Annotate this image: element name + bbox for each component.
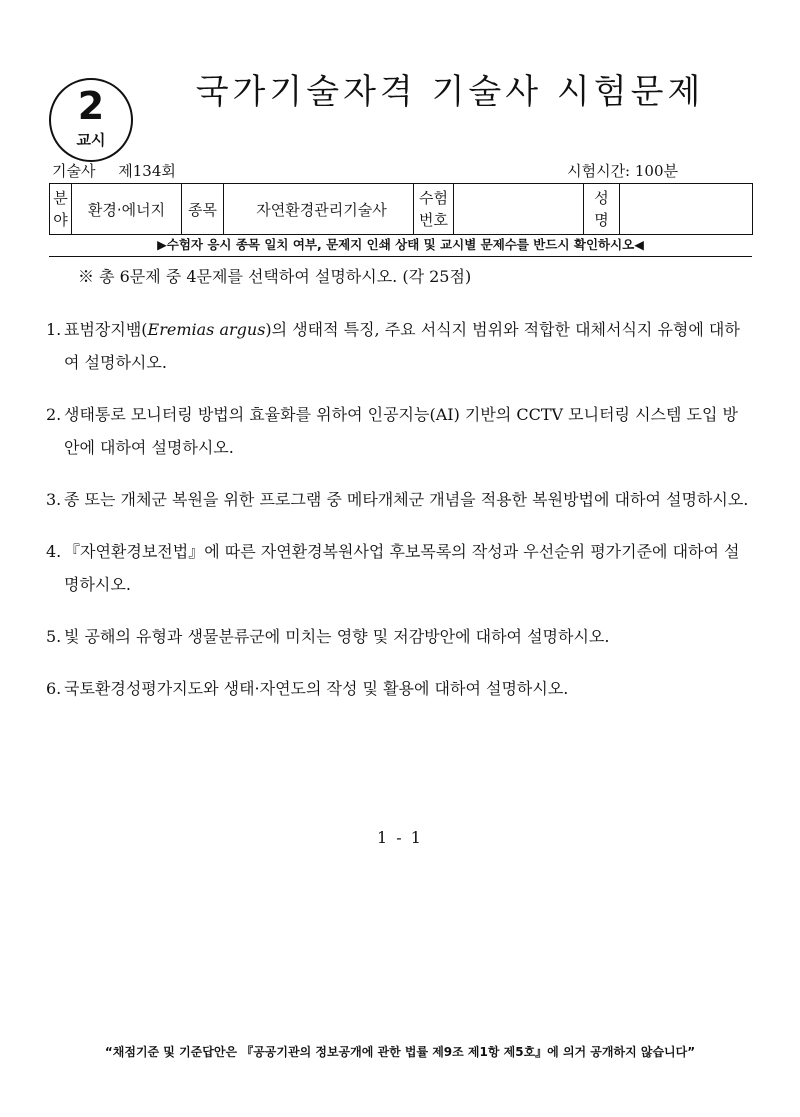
exam-number-label: 수험 번호 — [414, 184, 454, 235]
question-item — [46, 313, 752, 379]
question-text: 『자연환경보전법』에 따른 자연환경복원사업 후보목록의 작성과 우선순위 평가기준에 대하여 설명하시오. — [64, 542, 740, 594]
question-text: 빛 공해의 유형과 생물분류군에 미치는 영향 및 저감방안에 대하여 설명하시오. — [64, 627, 610, 646]
exam-meta — [52, 161, 750, 181]
period-label: 교시 — [76, 131, 106, 149]
page-title: 국가기술자격 기술사 시험문제 — [195, 72, 705, 112]
exam-info-table — [49, 183, 753, 235]
question-number: 5. — [46, 627, 62, 646]
question-number: 6. — [46, 679, 62, 698]
period-number: 2 — [77, 84, 105, 128]
question-item — [46, 620, 752, 653]
question-item — [46, 483, 752, 516]
question-item — [46, 535, 752, 601]
type-label: 종목 — [182, 184, 224, 235]
question-item — [46, 672, 752, 705]
question-list — [46, 313, 752, 724]
question-text: 종 또는 개체군 복원을 위한 프로그램 중 메타개체군 개념을 적용한 복원방법에 대하여 설명하시오. — [64, 490, 749, 509]
exam-category: 기술사 — [52, 162, 96, 180]
notice-bar: ▶수험자 응시 종목 일치 여부, 문제지 인쇄 상태 및 교시별 문제수를 반드시 확인하시오◀ — [49, 236, 752, 257]
question-number: 1. — [46, 320, 62, 339]
exam-time: 시험시간: 100분 — [567, 162, 678, 180]
field-value: 환경·에너지 — [72, 184, 182, 235]
footer-note: “채점기준 및 기준답안은 『공공기관의 정보공개에 관한 법률 제9조 제1항 제5호』에 의거 공개하지 않습니다” — [104, 1045, 696, 1059]
question-item — [46, 398, 752, 464]
field-label: 분 야 — [50, 184, 72, 235]
question-number: 2. — [46, 405, 62, 424]
name-label: 성 명 — [584, 184, 620, 235]
page-number: 1 - 1 — [377, 828, 423, 847]
name-field[interactable] — [620, 184, 753, 235]
period-badge — [49, 78, 133, 162]
question-text: 생태통로 모니터링 방법의 효율화를 위하여 인공지능(AI) 기반의 CCTV 모니터링 시스템 도입 방안에 대하여 설명하시오. — [64, 405, 738, 457]
question-text: 표범장지뱀(Eremias argus)의 생태적 특징, 주요 서식지 범위와 적합한 대체서식지 유형에 대하여 설명하시오. — [64, 320, 740, 372]
question-number: 3. — [46, 490, 62, 509]
instruction-text: ※ 총 6문제 중 4문제를 선택하여 설명하시오. (각 25점) — [78, 267, 472, 286]
type-value: 자연환경관리기술사 — [224, 184, 414, 235]
scientific-name: Eremias argus — [147, 320, 266, 339]
question-number: 4. — [46, 542, 62, 561]
exam-number-field[interactable] — [454, 184, 584, 235]
exam-round: 제134회 — [118, 162, 176, 180]
question-text: 국토환경성평가지도와 생태·자연도의 작성 및 활용에 대하여 설명하시오. — [64, 679, 569, 698]
